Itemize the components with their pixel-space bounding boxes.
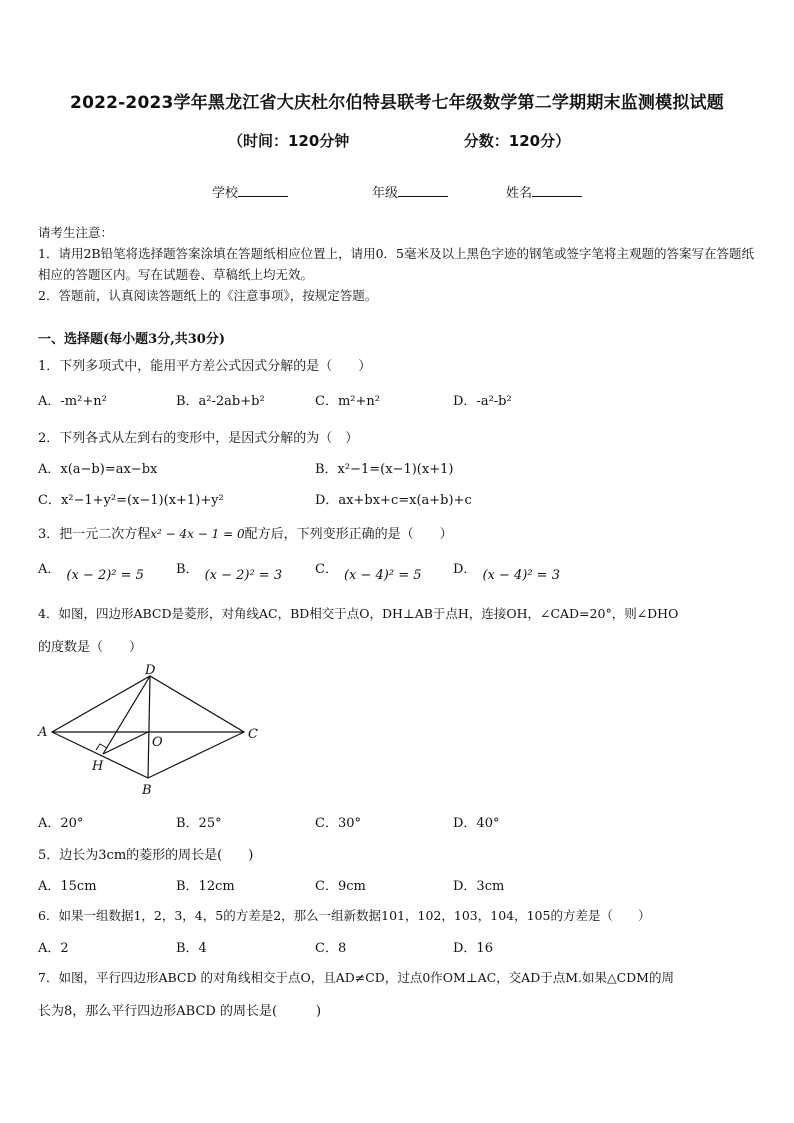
notice-item-1: 1．请用2B铅笔将选择题答案涂填在答题纸相应位置上，请用0．5毫米及以上黑色字迹的钢笔或签字笔将主观题的答案写在答题纸相应的答题区内。写在试题卷、草稿纸上均无效。	[38, 246, 754, 282]
q4-option-c[interactable]: C．30°	[315, 816, 361, 831]
question-7-stem-line1: 7．如图，平行四边形ABCD 的对角线相交于点O，且AD≠CD，过点0作OM⊥AC，交AD于点M.如果△CDM的周	[38, 970, 674, 985]
q3-stem-start: 3．把一元二次方程	[38, 527, 151, 542]
q3-option-c-label: C．	[315, 562, 338, 577]
label-d: D	[145, 664, 156, 678]
q3-option-b[interactable]	[176, 564, 282, 583]
q4-option-d[interactable]: D．40°	[453, 816, 500, 831]
q5-option-a[interactable]: A．15cm	[38, 879, 97, 894]
question-4-stem-line1: 4．如图，四边形ABCD是菱形，对角线AC，BD相交于点O，DH⊥AB于点H，连接OH，∠CAD=20°，则∠DHO	[38, 606, 679, 621]
q3-stem-end: 配方后，下列变形正确的是（ ）	[244, 527, 453, 542]
label-h: H	[92, 759, 104, 774]
q6-option-b[interactable]: B．4	[176, 941, 207, 956]
q3-option-d[interactable]	[453, 564, 560, 583]
q3-option-b-math: (x − 2)² = 3	[204, 568, 283, 583]
q3-option-a-label: A．	[38, 562, 61, 577]
label-o: O	[152, 735, 163, 750]
q2-option-c[interactable]: C．x²−1+y²=(x−1)(x+1)+y²	[38, 493, 224, 508]
question-1-stem: 1．下列多项式中，能用平方差公式因式分解的是（ ）	[38, 359, 372, 374]
time-info: （时间：120分钟	[228, 132, 350, 150]
school-blank[interactable]	[238, 186, 288, 197]
name-label: 姓名	[506, 186, 533, 201]
label-a: A	[38, 725, 48, 740]
grade-field[interactable]	[372, 182, 448, 201]
q1-option-a[interactable]: A．-m²+n²	[38, 394, 107, 409]
name-blank[interactable]	[532, 186, 582, 197]
exam-meta	[228, 130, 570, 151]
question-5-stem: 5．边长为3cm的菱形的周长是( )	[38, 848, 254, 863]
grade-label: 年级	[372, 186, 399, 201]
q5-option-c[interactable]: C．9cm	[315, 879, 366, 894]
q2-option-d[interactable]: D．ax+bx+c=x(a+b)+c	[315, 493, 472, 508]
notice-item-2: 2．答题前，认真阅读答题纸上的《注意事项》，按规定答题。	[38, 288, 378, 303]
question-3-stem	[38, 523, 453, 542]
q6-option-c[interactable]: C．8	[315, 941, 347, 956]
q1-option-c[interactable]: C．m²+n²	[315, 394, 380, 409]
section-heading: 一、选择题(每小题3分,共30分)	[38, 332, 225, 347]
rhombus-figure	[30, 664, 270, 800]
q3-option-a-math: (x − 2)² = 5	[66, 568, 144, 583]
q4-option-a[interactable]: A．20°	[38, 816, 84, 831]
label-c: C	[248, 727, 258, 742]
question-6-stem: 6．如果一组数据1，2，3，4，5的方差是2，那么一组新数据101，102，103，104，105的方差是（ ）	[38, 908, 651, 923]
question-2-stem: 2．下列各式从左到右的变形中，是因式分解的为（ ）	[38, 431, 359, 446]
q6-option-a[interactable]: A．2	[38, 941, 69, 956]
q4-option-b[interactable]: B．25°	[176, 816, 222, 831]
q2-option-b[interactable]: B．x²−1=(x−1)(x+1)	[315, 462, 454, 477]
q3-option-b-label: B．	[176, 562, 199, 577]
diagonal-bd	[148, 676, 150, 778]
notice-heading: 请考生注意：	[38, 225, 114, 240]
q3-option-a[interactable]	[38, 564, 144, 583]
page-title: 2022-2023学年黑龙江省大庆杜尔伯特县联考七年级数学第二学期期末监测模拟试题	[70, 93, 724, 113]
q3-option-c-math: (x − 4)² = 5	[343, 568, 422, 583]
school-label: 学校	[212, 186, 239, 201]
question-7-stem-line2: 长为8，那么平行四边形ABCD 的周长是( )	[38, 1004, 322, 1019]
q3-option-d-label: D．	[453, 562, 477, 577]
q6-option-d[interactable]: D．16	[453, 941, 493, 956]
school-field[interactable]	[212, 182, 288, 201]
score-info: 分数：120分）	[463, 132, 571, 150]
q5-option-d[interactable]: D．3cm	[453, 879, 505, 894]
q1-option-d[interactable]: D．-a²-b²	[453, 394, 512, 409]
label-b: B	[142, 783, 152, 798]
q3-option-d-math: (x − 4)² = 3	[482, 568, 560, 583]
q5-option-b[interactable]: B．12cm	[176, 879, 235, 894]
question-4-stem-line2: 的度数是（ ）	[38, 640, 143, 655]
q3-option-c[interactable]	[315, 564, 422, 583]
q3-equation: x² − 4x − 1 = 0	[150, 527, 245, 541]
q2-option-a[interactable]: A．x(a−b)=ax−bx	[38, 462, 158, 477]
name-field[interactable]	[506, 182, 582, 201]
grade-blank[interactable]	[398, 186, 448, 197]
q1-option-b[interactable]: B．a²-2ab+b²	[176, 394, 265, 409]
